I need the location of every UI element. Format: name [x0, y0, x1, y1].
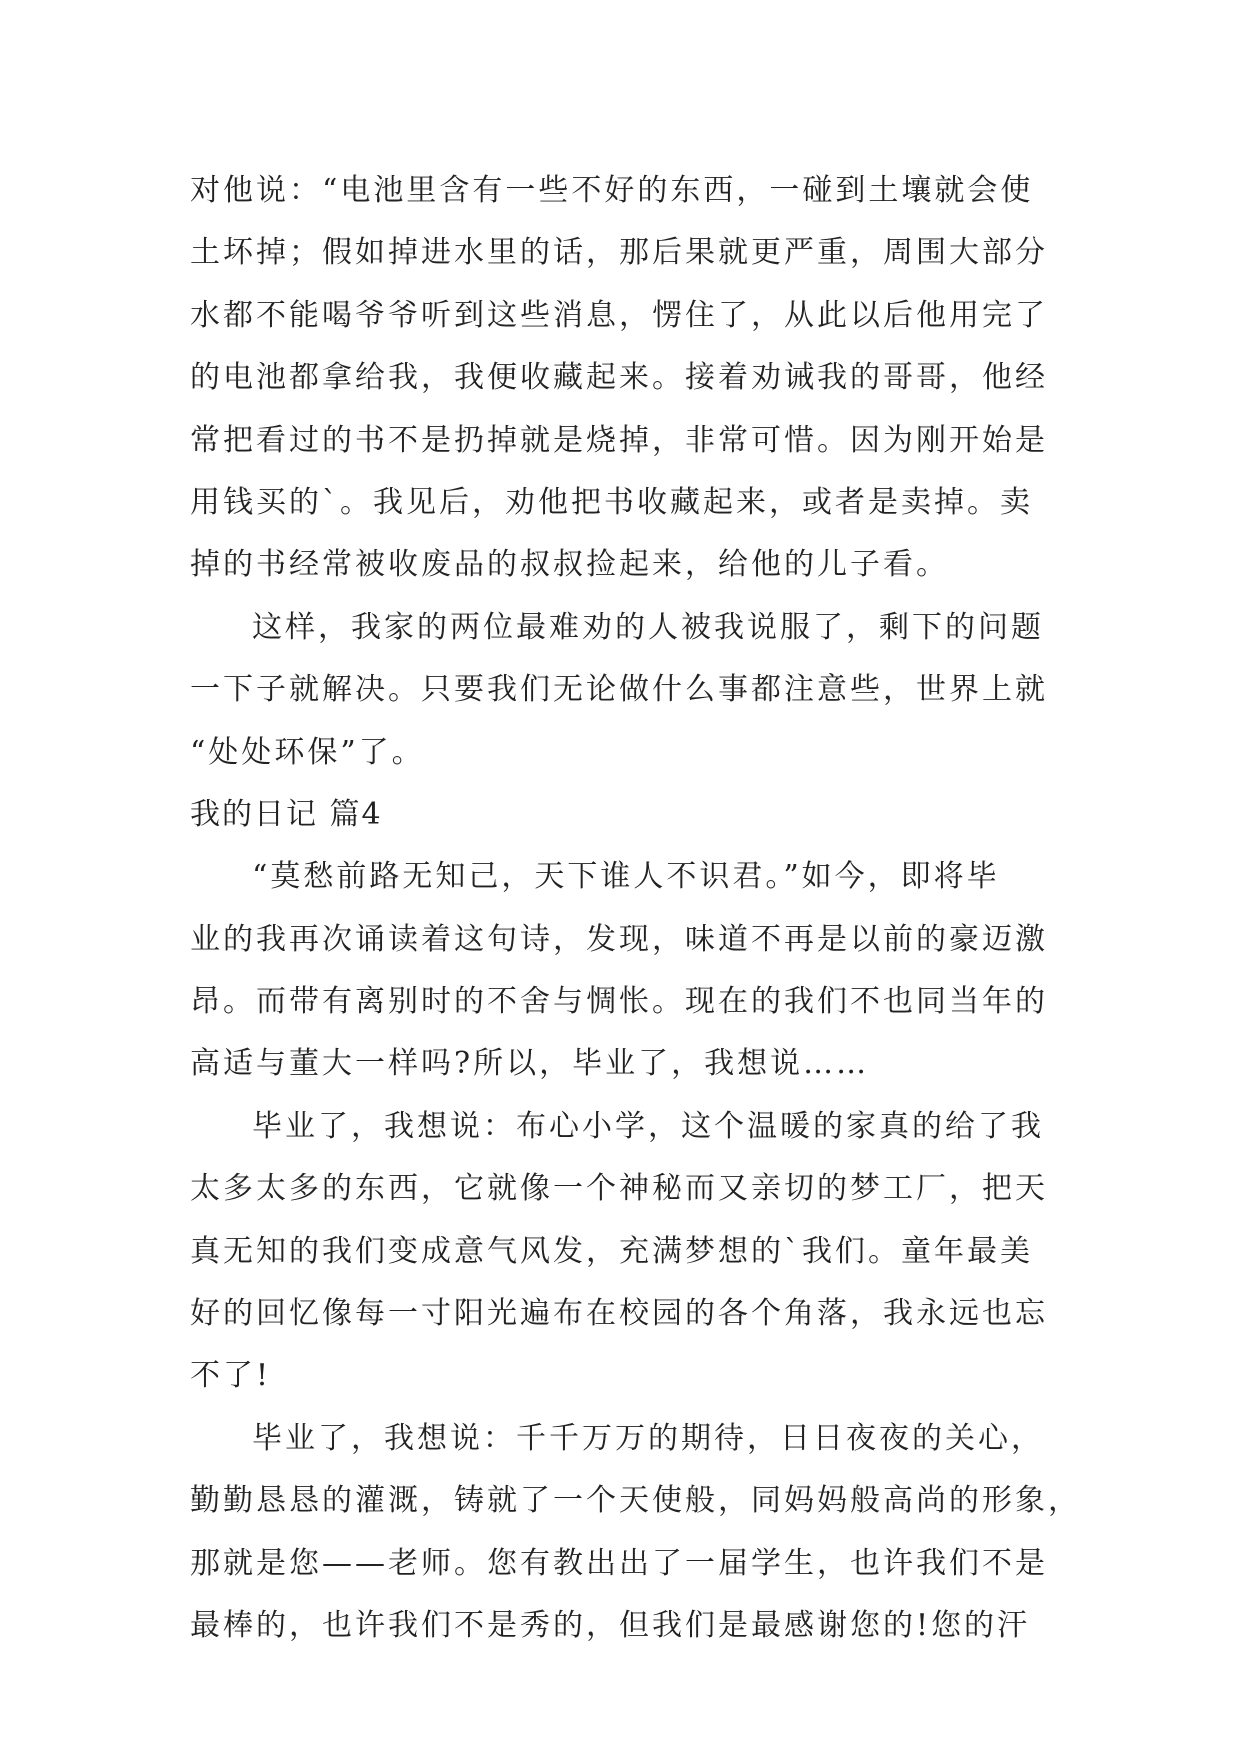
paragraph-line: 掉的书经常被收废品的叔叔捡起来，给他的儿子看。	[190, 547, 949, 583]
paragraph-line: “莫愁前路无知己，天下谁人不识君。”如今，即将毕	[252, 859, 1000, 895]
paragraph-line: 一下子就解决。只要我们无论做什么事都注意些，世界上就	[190, 672, 1048, 708]
paragraph-line: 毕业了，我想说：布心小学，这个温暖的家真的给了我	[252, 1108, 1044, 1144]
paragraph-line: 业的我再次诵读着这句诗，发现，味道不再是以前的豪迈激	[190, 921, 1048, 957]
paragraph-line: 用钱买的`。我见后，劝他把书收藏起来，或者是卖掉。卖	[190, 484, 1033, 520]
paragraph-line: 勤勤恳恳的灌溉，铸就了一个天使般，同妈妈般高尚的形象，	[190, 1483, 1081, 1519]
paragraph-line: 最棒的，也许我们不是秀的，但我们是最感谢您的!您的汗	[190, 1607, 1031, 1643]
paragraph-line: 对他说：“电池里含有一些不好的东西，一碰到土壤就会使	[190, 173, 1034, 208]
paragraph-line: 真无知的我们变成意气风发，充满梦想的`我们。童年最美	[190, 1233, 1033, 1269]
paragraph-line: 土坏掉；假如掉进水里的话，那后果就更严重，周围大部分	[190, 235, 1048, 271]
paragraph-line: 那就是您——老师。您有教出出了一届学生，也许我们不是	[190, 1545, 1048, 1581]
paragraph-line: 好的回忆像每一寸阳光遍布在校园的各个角落，我永远也忘	[190, 1296, 1048, 1332]
section-heading: 我的日记 篇4	[190, 796, 383, 832]
paragraph-line: 毕业了，我想说：千千万万的期待，日日夜夜的关心，	[252, 1420, 1044, 1456]
paragraph-line: 不了!	[190, 1358, 272, 1394]
paragraph-line: 的电池都拿给我，我便收藏起来。接着劝诫我的哥哥，他经	[190, 360, 1048, 396]
paragraph-line: 水都不能喝爷爷听到这些消息，愣住了，从此以后他用完了	[190, 297, 1048, 333]
document-body	[190, 160, 1081, 1657]
paragraph-line: 太多太多的东西，它就像一个神秘而又亲切的梦工厂，把天	[190, 1171, 1048, 1207]
paragraph-line: 常把看过的书不是扔掉就是烧掉，非常可惜。因为刚开始是	[190, 422, 1048, 458]
paragraph-line: “处处环保”了。	[190, 734, 425, 770]
paragraph-line: 昂。而带有离别时的不舍与惆怅。现在的我们不也同当年的	[190, 984, 1048, 1020]
paragraph-line: 高适与董大一样吗?所以，毕业了，我想说……	[190, 1046, 870, 1082]
paragraph-line: 这样，我家的两位最难劝的人被我说服了，剩下的问题	[252, 609, 1044, 645]
